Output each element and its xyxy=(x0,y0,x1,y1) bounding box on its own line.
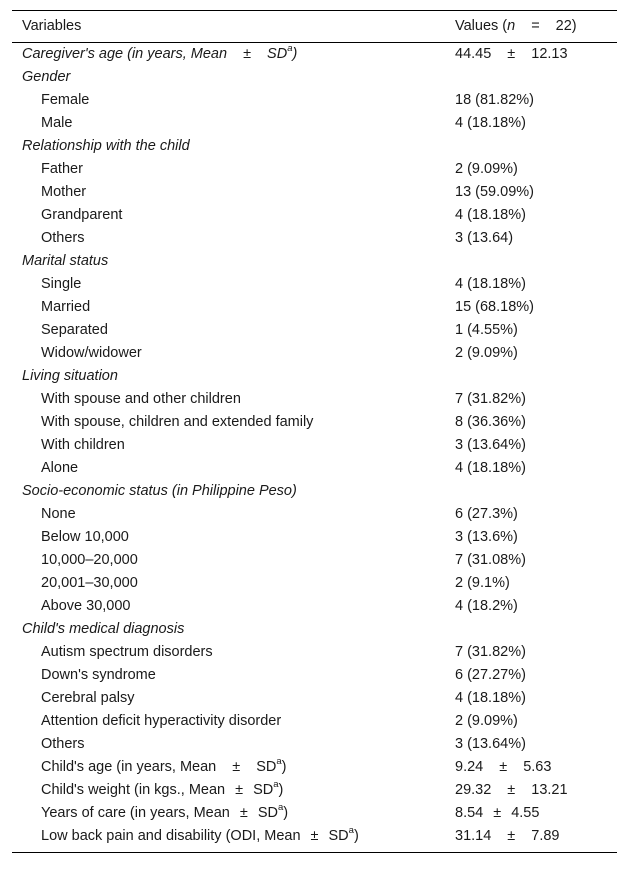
row-value: 13 (59.09%) xyxy=(455,184,534,200)
row-label: 10,000–20,000 xyxy=(41,552,138,568)
row-value: 18 (81.82%) xyxy=(455,92,534,108)
row-label: Grandparent xyxy=(41,207,123,223)
section-title: Marital status xyxy=(22,253,109,269)
row-label: 20,001–30,000 xyxy=(41,575,138,591)
row-label: Child's weight (in kgs., Mean ± $SD^a$) xyxy=(41,779,284,798)
row-value: 31.14 ± 7.89 xyxy=(455,828,560,844)
row-value: 7 (31.82%) xyxy=(455,644,526,660)
caregiver-age-label: Caregiver's age (in years, Mean ± $SD^a$) xyxy=(22,43,298,62)
table-row xyxy=(12,342,617,365)
table-row xyxy=(12,733,617,756)
demographics-table xyxy=(12,10,617,853)
row-value: 3 (13.6%) xyxy=(455,529,518,545)
row-value: 15 (68.18%) xyxy=(455,299,534,315)
row-label: Married xyxy=(41,299,91,315)
row-value: 8.54 ± 4.55 xyxy=(455,805,540,821)
table-row xyxy=(12,227,617,250)
row-label: Years of care (in years, Mean ± $SD^a$) xyxy=(41,802,289,821)
row-label: With children xyxy=(41,437,125,453)
row-value: 29.32 ± 13.21 xyxy=(455,782,568,798)
section-living xyxy=(12,365,617,388)
table-row xyxy=(12,641,617,664)
row-value: 2 (9.09%) xyxy=(455,713,518,729)
section-ses xyxy=(12,480,617,503)
row-value: 2 (9.09%) xyxy=(455,345,518,361)
table-row xyxy=(12,526,617,549)
section-title: Gender xyxy=(22,69,71,85)
table-row xyxy=(12,457,617,480)
header-values: Values (n = 22) xyxy=(455,18,577,34)
row-value: 9.24 ± 5.63 xyxy=(455,759,552,775)
row-label: Male xyxy=(41,115,73,131)
row-label: Alone xyxy=(41,460,79,476)
table-row xyxy=(12,388,617,411)
years-of-care-row xyxy=(12,802,617,825)
row-label: None xyxy=(41,506,76,522)
row-value: 2 (9.1%) xyxy=(455,575,510,591)
row-label: Female xyxy=(41,92,90,108)
section-title: Relationship with the child xyxy=(22,138,190,154)
section-title: Living situation xyxy=(22,368,118,384)
table-row xyxy=(12,273,617,296)
row-label: With spouse and other children xyxy=(41,391,241,407)
row-value: 4 (18.2%) xyxy=(455,598,518,614)
low-back-pain-row xyxy=(12,825,617,848)
row-label: Down's syndrome xyxy=(41,667,156,683)
table-row xyxy=(12,319,617,342)
row-label: Separated xyxy=(41,322,108,338)
child-age-row xyxy=(12,756,617,779)
row-value: 3 (13.64%) xyxy=(455,437,526,453)
caregiver-age-row xyxy=(12,43,617,66)
table-row xyxy=(12,687,617,710)
table-row xyxy=(12,89,617,112)
table-row xyxy=(12,112,617,135)
row-value: 2 (9.09%) xyxy=(455,161,518,177)
row-label: Others xyxy=(41,736,85,752)
section-relationship xyxy=(12,135,617,158)
row-label: Others xyxy=(41,230,85,246)
caregiver-age-value: 44.45 ± 12.13 xyxy=(455,46,568,62)
table-row xyxy=(12,434,617,457)
section-title: Child's medical diagnosis xyxy=(22,621,185,637)
row-value: 4 (18.18%) xyxy=(455,690,526,706)
bottom-rule xyxy=(12,852,617,853)
row-value: 4 (18.18%) xyxy=(455,276,526,292)
section-marital xyxy=(12,250,617,273)
row-value: 8 (36.36%) xyxy=(455,414,526,430)
table-row xyxy=(12,296,617,319)
row-value: 3 (13.64%) xyxy=(455,736,526,752)
row-value: 7 (31.08%) xyxy=(455,552,526,568)
table-row xyxy=(12,710,617,733)
row-value: 3 (13.64) xyxy=(455,230,514,246)
row-label: Autism spectrum disorders xyxy=(41,644,213,660)
child-weight-row xyxy=(12,779,617,802)
row-value: 6 (27.3%) xyxy=(455,506,518,522)
table-row xyxy=(12,595,617,618)
row-label: Cerebral palsy xyxy=(41,690,135,706)
row-value: 6 (27.27%) xyxy=(455,667,526,683)
section-title: Socio-economic status (in Philippine Peso) xyxy=(22,483,297,499)
table-row xyxy=(12,549,617,572)
row-label: Widow/widower xyxy=(41,345,142,361)
table-row xyxy=(12,411,617,434)
row-label: With spouse, children and extended family xyxy=(41,414,314,430)
section-gender xyxy=(12,66,617,89)
table-row xyxy=(12,158,617,181)
row-value: 4 (18.18%) xyxy=(455,115,526,131)
row-value: 1 (4.55%) xyxy=(455,322,518,338)
table-row xyxy=(12,503,617,526)
row-label: Attention deficit hyperactivity disorder xyxy=(41,713,282,729)
row-value: 7 (31.82%) xyxy=(455,391,526,407)
row-label: Single xyxy=(41,276,82,292)
row-label: Child's age (in years, Mean ± $SD^a$) xyxy=(41,756,287,775)
table-row xyxy=(12,181,617,204)
row-label: Low back pain and disability (ODI, Mean ± $SD^a$) xyxy=(41,825,359,844)
row-label: Father xyxy=(41,161,83,177)
table-row xyxy=(12,204,617,227)
section-diagnosis xyxy=(12,618,617,641)
table-row xyxy=(12,664,617,687)
row-value: 4 (18.18%) xyxy=(455,207,526,223)
table-row xyxy=(12,572,617,595)
header-variables: Variables xyxy=(22,18,82,34)
row-label: Mother xyxy=(41,184,87,200)
row-label: Above 30,000 xyxy=(41,598,131,614)
header-row xyxy=(12,11,617,42)
row-label: Below 10,000 xyxy=(41,529,129,545)
row-value: 4 (18.18%) xyxy=(455,460,526,476)
